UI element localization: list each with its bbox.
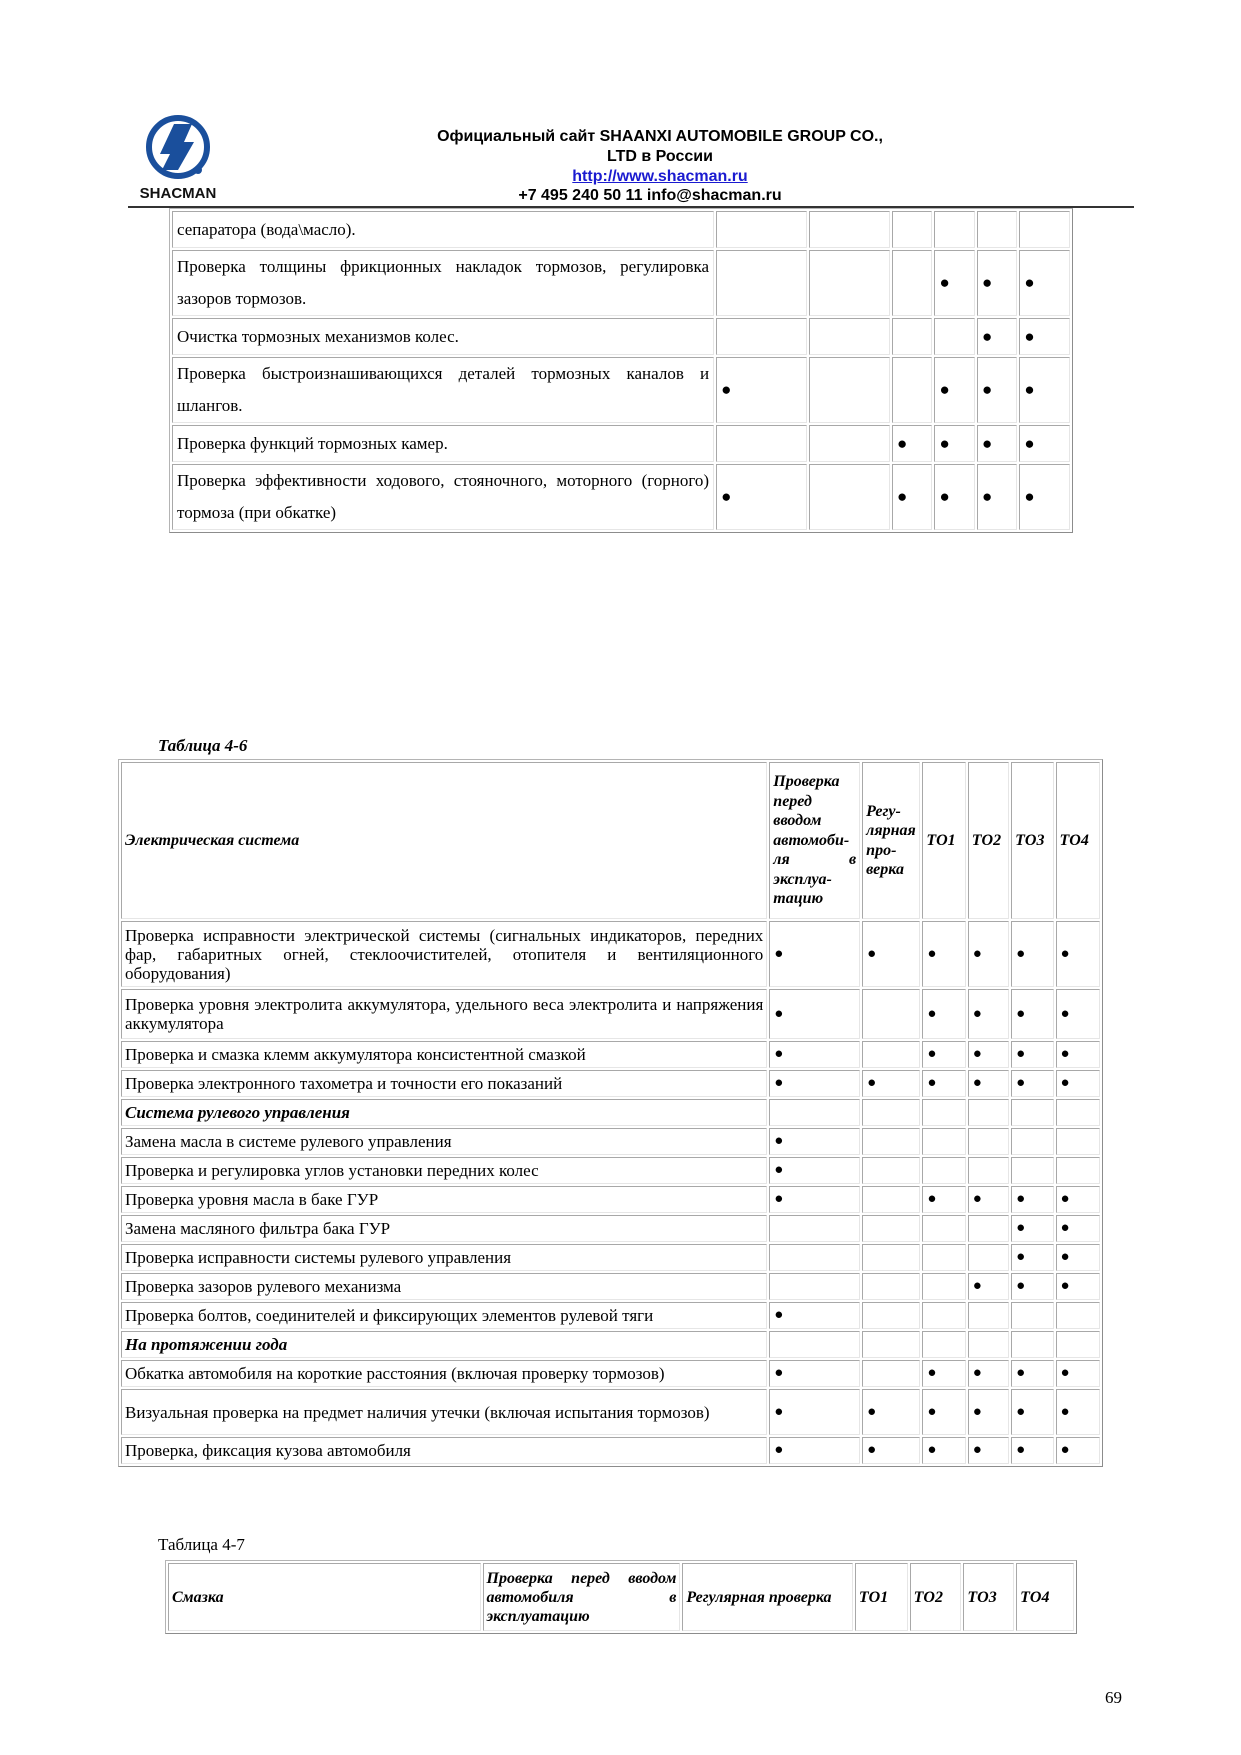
bullet-mark-cell [716,425,807,462]
bullet-mark-cell: ● [1019,357,1070,423]
bullet-mark-cell: ● [1056,989,1100,1039]
bullet-mark-cell: ● [892,464,932,530]
bullet-mark-cell: ● [968,1389,1009,1435]
header-to4: ТО4 [1016,1563,1074,1631]
header-to1: ТО1 [922,762,965,919]
table-row [121,989,1100,1039]
bullet-mark-cell: ● [1056,1041,1100,1068]
table-row [121,1389,1100,1435]
table-header-row [121,762,1100,919]
bullet-mark-cell: ● [968,1360,1009,1387]
table-row [121,1186,1100,1213]
bullet-mark-cell [862,1041,920,1068]
header-title-line1: Официальный сайт SHAANXI AUTOMOBILE GROUP CO., [437,128,883,145]
bullet-mark-cell [922,1215,965,1242]
bullet-mark-cell: ● [716,464,807,530]
bullet-mark-cell: ● [1019,318,1070,355]
bullet-mark-cell [809,318,890,355]
bullet-mark-cell: ● [1056,921,1100,987]
bullet-mark-cell: ● [769,1360,860,1387]
task-description: сепаратора (вода\масло). [172,211,714,248]
bullet-mark-cell: ● [1056,1070,1100,1097]
header-to3: ТО3 [1011,762,1053,919]
brake-maintenance-table [169,208,1073,533]
bullet-mark-cell: ● [1056,1389,1100,1435]
bullet-mark-cell: ● [922,1070,965,1097]
bullet-mark-cell: ● [769,1437,860,1464]
table-row [121,1215,1100,1242]
header-lubrication: Смазка [168,1563,481,1631]
table-row [172,425,1070,462]
bullet-mark-cell: ● [1011,989,1053,1039]
bullet-mark-cell: ● [1056,1360,1100,1387]
header-title-line2: LTD в России [607,148,713,165]
bullet-mark-cell: ● [968,1041,1009,1068]
table-row [121,1437,1100,1464]
bullet-mark-cell: ● [977,464,1017,530]
bullet-mark-cell: ● [977,318,1017,355]
bullet-mark-cell: ● [769,1186,860,1213]
bullet-mark-cell: ● [1011,1215,1053,1242]
bullet-mark-cell [922,1331,965,1358]
bullet-mark-cell: ● [977,250,1017,316]
bullet-mark-cell [892,357,932,423]
bullet-mark-cell: ● [769,1389,860,1435]
bullet-mark-cell [892,250,932,316]
table-row [121,1302,1100,1329]
bullet-mark-cell: ● [1011,1360,1053,1387]
task-description: Проверка функций тормозных камер. [172,425,714,462]
bullet-mark-cell [716,211,807,248]
bullet-mark-cell [1011,1331,1053,1358]
bullet-mark-cell: ● [1056,1273,1100,1300]
task-description: Проверка зазоров рулевого механизма [121,1273,767,1300]
bullet-mark-cell [968,1331,1009,1358]
bullet-mark-cell: ● [922,921,965,987]
task-description: Проверка и регулировка углов установки передних колес [121,1157,767,1184]
table-row [172,464,1070,530]
table-row [121,1244,1100,1271]
bullet-mark-cell [922,1099,965,1126]
bullet-mark-cell [968,1244,1009,1271]
bullet-mark-cell [862,989,920,1039]
bullet-mark-cell: ● [1011,1273,1053,1300]
bullet-mark-cell: ● [1019,464,1070,530]
section-row [121,1331,1100,1358]
table-header-row [168,1563,1074,1631]
task-description: Замена масла в системе рулевого управления [121,1128,767,1155]
bullet-mark-cell: ● [862,1389,920,1435]
bullet-mark-cell: ● [862,921,920,987]
bullet-mark-cell: ● [769,1041,860,1068]
bullet-mark-cell: ● [1056,1244,1100,1271]
bullet-mark-cell [862,1099,920,1126]
bullet-mark-cell: ● [977,357,1017,423]
table-4-7-caption: Таблица 4-7 [158,1535,245,1554]
bullet-mark-cell [716,250,807,316]
bullet-mark-cell [862,1331,920,1358]
table-row [121,1070,1100,1097]
table-row [121,1041,1100,1068]
bullet-mark-cell [862,1128,920,1155]
bullet-mark-cell: ● [922,1041,965,1068]
task-description: Проверка электронного тахометра и точности его показаний [121,1070,767,1097]
bullet-mark-cell: ● [1056,1437,1100,1464]
task-description: Проверка уровня электролита аккумулятора, удельного веса электролита и напряжения аккумулятора [121,989,767,1039]
task-description: Проверка исправности электрической системы (сигнальных индикаторов, передних фар, габаритных огней, стеклоочистителей, отопителя и вентиляционного оборудования) [121,921,767,987]
bullet-mark-cell [977,211,1017,248]
bullet-mark-cell [934,211,974,248]
bullet-mark-cell: ● [968,1186,1009,1213]
bullet-mark-cell [968,1157,1009,1184]
bullet-mark-cell [862,1302,920,1329]
task-description: Визуальная проверка на предмет наличия утечки (включая испытания тормозов) [121,1389,767,1435]
bullet-mark-cell [968,1302,1009,1329]
bullet-mark-cell: ● [934,464,974,530]
header-to2: ТО2 [910,1563,962,1631]
header-regular-check: Регу-лярная про-верка [862,762,920,919]
task-description: Проверка уровня масла в баке ГУР [121,1186,767,1213]
bullet-mark-cell [769,1331,860,1358]
table-row [121,1360,1100,1387]
bullet-mark-cell [968,1128,1009,1155]
bullet-mark-cell [1056,1157,1100,1184]
bullet-mark-cell: ● [1011,1244,1053,1271]
bullet-mark-cell: ● [968,1273,1009,1300]
bullet-mark-cell: ● [1011,1041,1053,1068]
bullet-mark-cell [968,1215,1009,1242]
bullet-mark-cell: ● [1011,1437,1053,1464]
bullet-mark-cell: ● [968,921,1009,987]
website-link[interactable]: http://www.shacman.ru [572,168,748,185]
bullet-mark-cell: ● [968,1070,1009,1097]
task-description: Проверка толщины фрикционных накладок тормозов, регулировка зазоров тормозов. [172,250,714,316]
bullet-mark-cell [922,1128,965,1155]
bullet-mark-cell [716,318,807,355]
bullet-mark-cell: ● [769,1157,860,1184]
table-row [121,921,1100,987]
bullet-mark-cell: ● [922,989,965,1039]
bullet-mark-cell: ● [934,357,974,423]
bullet-mark-cell: ● [769,921,860,987]
bullet-mark-cell [809,250,890,316]
bullet-mark-cell: ● [934,425,974,462]
bullet-mark-cell: ● [922,1360,965,1387]
task-description: Проверка и смазка клемм аккумулятора консистентной смазкой [121,1041,767,1068]
bullet-mark-cell: ● [1011,1389,1053,1435]
bullet-mark-cell [809,357,890,423]
bullet-mark-cell: ● [1056,1186,1100,1213]
task-description: Проверка, фиксация кузова автомобиля [121,1437,767,1464]
header-link-line [400,167,920,187]
table-4-6 [118,759,1103,1467]
table-row [172,357,1070,423]
bullet-mark-cell [1011,1099,1053,1126]
header-before-use: Проверка перед вводом автомоби-ля в эксплуа-тацию [769,762,860,919]
bullet-mark-cell [809,425,890,462]
header-contacts: +7 495 240 50 11 info@shacman.ru [518,187,782,204]
task-description: Проверка исправности системы рулевого управления [121,1244,767,1271]
bullet-mark-cell [862,1186,920,1213]
bullet-mark-cell [862,1360,920,1387]
table-row [172,318,1070,355]
header-to4: ТО4 [1056,762,1100,919]
bullet-mark-cell [922,1302,965,1329]
bullet-mark-cell [922,1273,965,1300]
bullet-mark-cell: ● [1019,250,1070,316]
header-electrical-system: Электрическая система [121,762,767,919]
bullet-mark-cell: ● [922,1186,965,1213]
task-description: Обкатка автомобиля на короткие расстояния (включая проверку тормозов) [121,1360,767,1387]
bullet-mark-cell [922,1157,965,1184]
bullet-mark-cell [1056,1128,1100,1155]
page-number: 69 [1105,1688,1122,1707]
bullet-mark-cell [892,318,932,355]
table-4-6-caption: Таблица 4-6 [158,736,248,755]
task-description: Очистка тормозных механизмов колес. [172,318,714,355]
section-row [121,1099,1100,1126]
bullet-mark-cell [769,1099,860,1126]
header-to1: ТО1 [855,1563,908,1631]
section-title: На протяжении года [121,1331,767,1358]
section-title: Система рулевого управления [121,1099,767,1126]
bullet-mark-cell [862,1157,920,1184]
header-before-use: Проверка перед вводом автомобиля в эксплуатацию [483,1563,681,1631]
bullet-mark-cell [1019,211,1070,248]
bullet-mark-cell [1011,1157,1053,1184]
bullet-mark-cell [892,211,932,248]
bullet-mark-cell [769,1273,860,1300]
task-description: Проверка быстроизнашивающихся деталей тормозных каналов и шлангов. [172,357,714,423]
bullet-mark-cell [1011,1128,1053,1155]
table-row [172,250,1070,316]
bullet-mark-cell: ● [862,1070,920,1097]
bullet-mark-cell [862,1244,920,1271]
bullet-mark-cell [809,211,890,248]
bullet-mark-cell: ● [1011,1186,1053,1213]
bullet-mark-cell: ● [1011,1070,1053,1097]
bullet-mark-cell: ● [968,989,1009,1039]
task-description: Проверка эффективности ходового, стояночного, моторного (горного) тормоза (при обкатке) [172,464,714,530]
table-row [121,1273,1100,1300]
shacman-logo-icon [128,112,228,204]
bullet-mark-cell [862,1273,920,1300]
bullet-mark-cell: ● [892,425,932,462]
header-to3: ТО3 [963,1563,1014,1631]
bullet-mark-cell: ● [862,1437,920,1464]
bullet-mark-cell [922,1244,965,1271]
bullet-mark-cell: ● [1056,1215,1100,1242]
table-row [172,211,1070,248]
svg-text:SHACMAN: SHACMAN [139,185,217,202]
bullet-mark-cell [1056,1302,1100,1329]
bullet-mark-cell: ● [716,357,807,423]
bullet-mark-cell: ● [769,1070,860,1097]
bullet-mark-cell [769,1244,860,1271]
bullet-mark-cell [1011,1302,1053,1329]
bullet-mark-cell [968,1099,1009,1126]
task-description: Замена масляного фильтра бака ГУР [121,1215,767,1242]
bullet-mark-cell [769,1215,860,1242]
bullet-mark-cell: ● [922,1389,965,1435]
bullet-mark-cell: ● [1011,921,1053,987]
bullet-mark-cell [1056,1331,1100,1358]
bullet-mark-cell: ● [769,1302,860,1329]
bullet-mark-cell: ● [769,1128,860,1155]
bullet-mark-cell [1056,1099,1100,1126]
header-regular-check: Регулярная проверка [682,1563,852,1631]
shacman-logo [128,112,228,204]
bullet-mark-cell [934,318,974,355]
bullet-mark-cell: ● [922,1437,965,1464]
task-description: Проверка болтов, соединителей и фиксирующих элементов рулевой тяги [121,1302,767,1329]
table-4-7 [165,1560,1077,1634]
table-row [121,1157,1100,1184]
bullet-mark-cell: ● [934,250,974,316]
bullet-mark-cell: ● [968,1437,1009,1464]
bullet-mark-cell: ● [769,989,860,1039]
bullet-mark-cell: ● [977,425,1017,462]
bullet-mark-cell: ● [1019,425,1070,462]
bullet-mark-cell [862,1215,920,1242]
table-row [121,1128,1100,1155]
header-to2: ТО2 [968,762,1009,919]
bullet-mark-cell [809,464,890,530]
